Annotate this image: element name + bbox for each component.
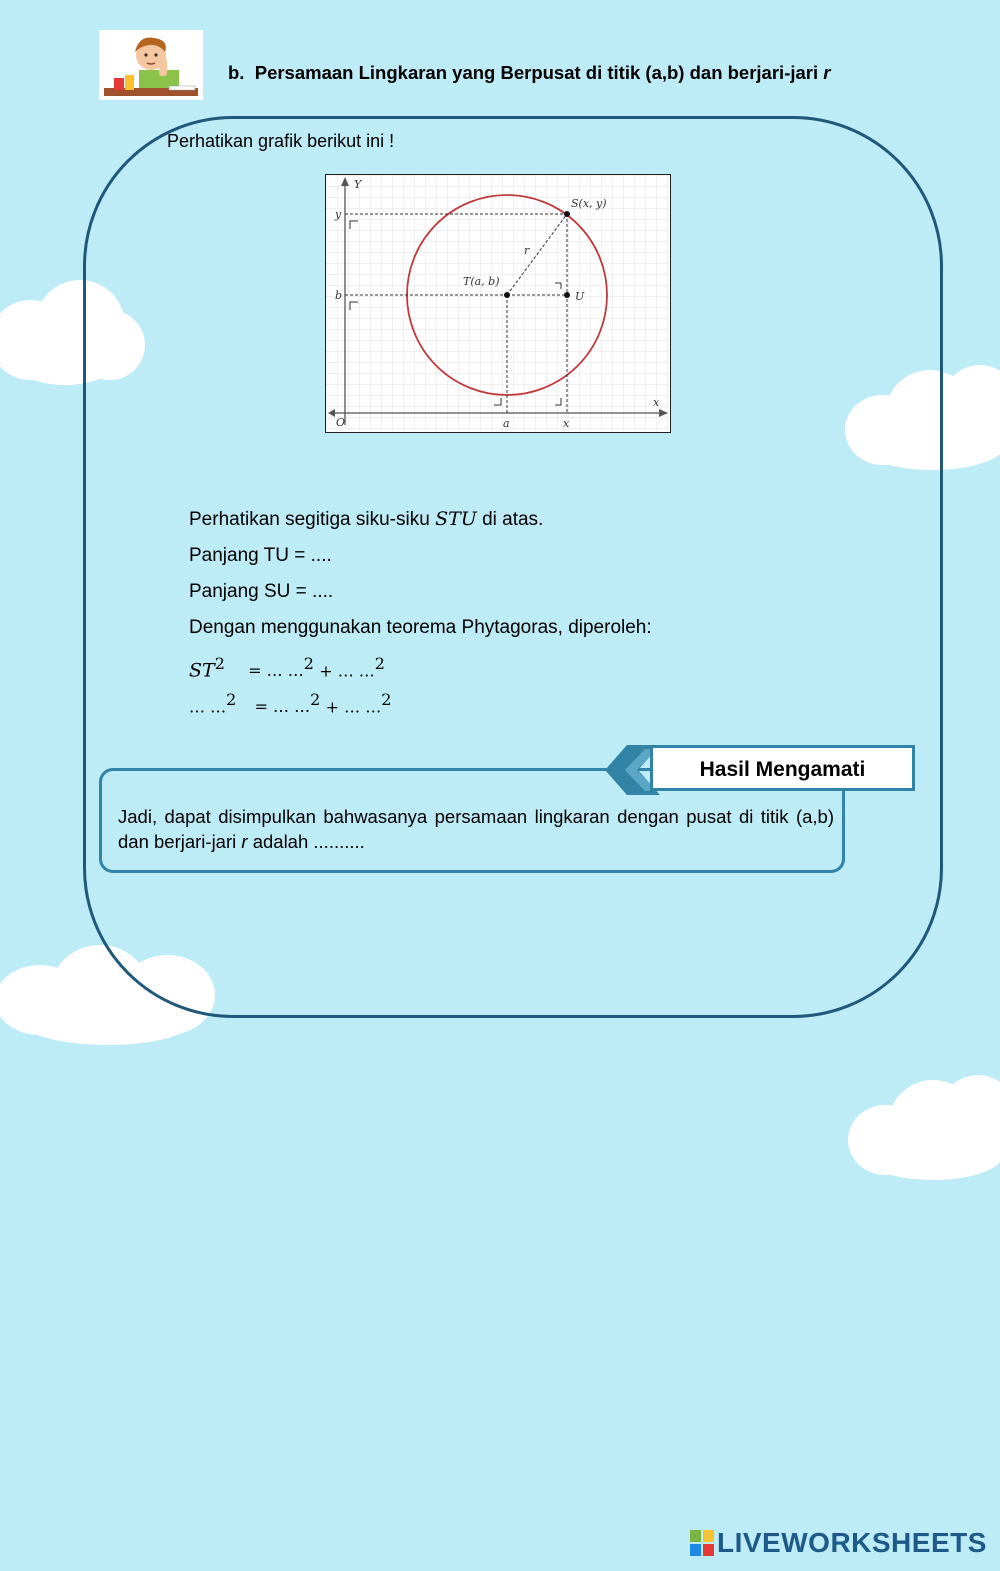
triangle-statement	[189, 508, 543, 531]
point-u-label: U	[575, 290, 585, 303]
section-title-var: r	[823, 62, 831, 83]
tick-b-label: b	[335, 289, 343, 302]
origin-label: O	[336, 416, 346, 429]
pythagoras-text: Dengan menggunakan teorema Phytagoras, diperoleh:	[189, 617, 652, 638]
eq1-term2: + … …	[319, 661, 375, 681]
length-tu: Panjang TU = ....	[189, 545, 332, 566]
intro-text: Perhatikan grafik berikut ini !	[167, 131, 395, 151]
liveworksheets-logo	[690, 1528, 987, 1558]
tick-a-label: a	[503, 417, 510, 430]
eq2-term2: + … …	[325, 697, 382, 717]
eq1-term1: = … …	[248, 661, 304, 681]
point-u	[564, 292, 570, 298]
triangle-statement-text: Perhatikan segitiga siku-siku	[189, 509, 430, 530]
conclusion-text	[118, 804, 834, 854]
axis-x-label: x	[653, 396, 660, 409]
exponent: 2	[214, 654, 225, 673]
eq2-term1: = … …	[254, 697, 311, 717]
point-t	[504, 292, 510, 298]
triangle-statement-end: di atas.	[482, 509, 544, 530]
exponent: 2	[303, 654, 314, 673]
tick-x-label: x	[563, 417, 570, 430]
equation-1	[189, 654, 385, 682]
point-t-label: T(a, b)	[463, 275, 500, 288]
equation-2	[189, 690, 391, 718]
logo-icon	[690, 1530, 714, 1556]
eq1-left: ST	[189, 659, 215, 682]
logo-text: LIVEWORKSHEETS	[717, 1527, 987, 1558]
length-su: Panjang SU = ....	[189, 581, 334, 602]
circle-graph	[325, 174, 671, 433]
point-s	[564, 211, 570, 217]
radius-label: r	[524, 244, 530, 257]
tick-y-label: y	[335, 208, 342, 221]
eq2-left: … …	[189, 697, 227, 717]
student-illustration	[99, 30, 203, 100]
exponent: 2	[310, 690, 321, 709]
axis-y-label: Y	[354, 178, 362, 191]
conclusion-answer: adalah ..........	[252, 831, 365, 852]
result-label: Hasil Mengamati	[699, 758, 866, 781]
conclusion-text-body: Jadi, dapat disimpulkan bahwasanya persamaan lingkaran dengan pusat di titik (a,b) dan berjari-jari	[118, 806, 834, 852]
section-title-text: Persamaan Lingkaran yang Berpusat di titik (a,b) dan berjari-jari	[254, 62, 819, 83]
exponent: 2	[226, 690, 237, 709]
section-title	[228, 62, 830, 84]
triangle-name: STU	[435, 508, 477, 530]
conclusion-var: r	[241, 831, 248, 852]
exponent: 2	[381, 690, 392, 709]
section-label: b.	[228, 62, 245, 83]
exponent: 2	[374, 654, 385, 673]
result-tab	[650, 745, 915, 791]
cloud-decoration	[848, 1075, 1000, 1185]
point-s-label: S(x, y)	[571, 197, 607, 210]
